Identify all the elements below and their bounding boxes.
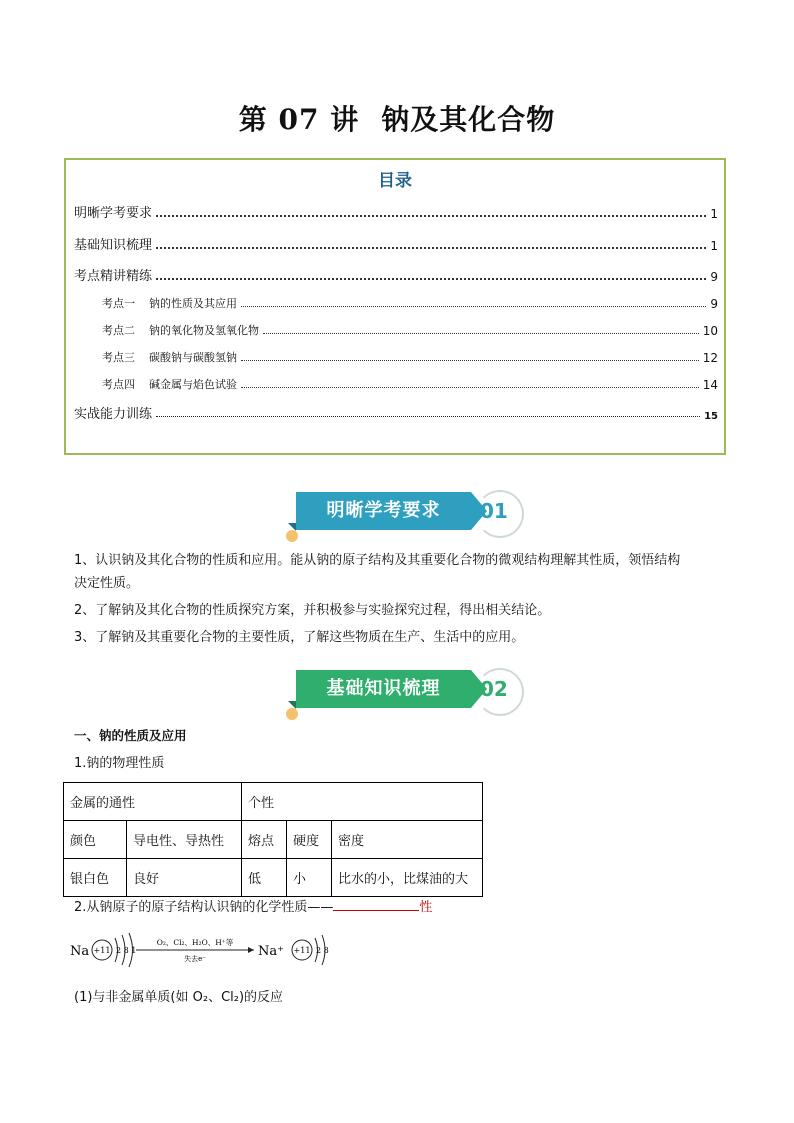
toc-sub-entry[interactable]: 考点四 碱金属与焰色试验 14 [102, 378, 718, 392]
svg-text:2 8: 2 8 [316, 946, 329, 955]
product-symbol: Na⁺ [258, 944, 284, 959]
requirements-list: 1、认识钠及其化合物的性质和应用。能从钠的原子结构及其重要化合物的微观结构理解其性质，领悟结构 决定性质。 2、了解钠及其化合物的性质探究方案，并积极参与实验探究过程，得出相关结论。 3、了解钠及其重要化合物的主要性质，了解这些物质在生产、生活中的应用。 [74, 553, 681, 645]
section-number: 01 [480, 499, 508, 523]
toc-entry[interactable]: 考点精讲精练 9 [74, 269, 718, 284]
heading-sodium-properties: 一、钠的性质及应用 [74, 728, 187, 743]
page-title: 第 07 讲 钠及其化合物 [238, 103, 556, 136]
toc-sub-entry[interactable]: 考点二 钠的氧化物及氢氧化物 10 [102, 324, 718, 338]
toc-sub-entry[interactable]: 考点三 碳酸钠与碳酸氢钠 12 [102, 351, 718, 365]
sodium-ionization-diagram [70, 930, 340, 970]
toc-entry[interactable]: 实战能力训练 15 [74, 407, 718, 422]
electron-shells: 2 8 1 [116, 946, 137, 955]
subheading-chemical: 2.从钠原子的原子结构认识钠的化学性质—— 性 [74, 900, 433, 915]
nucleus-label: +11 [93, 946, 111, 955]
subheading-physical: 1.钠的物理性质 [74, 756, 165, 771]
toc-entry[interactable]: 明晰学考要求 1 [74, 206, 718, 221]
subheading-nonmetal-reaction: (1)与非金属单质(如 O₂、Cl₂)的反应 [74, 990, 284, 1005]
bullet-dot [286, 530, 298, 542]
toc-sub-entry[interactable]: 考点一 钠的性质及其应用 9 [102, 297, 718, 311]
table-of-contents [64, 158, 726, 455]
reactant-symbol: Na [70, 944, 90, 959]
svg-text:+11: +11 [293, 946, 311, 955]
physical-properties-table: 金属的通性 个性 颜色 导电性、导热性 熔点 硬度 密度 银白色 良好 低 小 比水的小，比煤油的大 [63, 782, 483, 897]
toc-entry[interactable]: 基础知识梳理 1 [74, 238, 718, 253]
reaction-conditions: O₂、Cl₂、H₂O、H⁺等 [156, 938, 234, 947]
bullet-dot [286, 708, 298, 720]
reaction-loss: 失去e⁻ [184, 955, 206, 963]
toc-heading: 目录 [378, 171, 412, 191]
section-number: 02 [480, 677, 508, 701]
fill-blank [333, 910, 419, 911]
